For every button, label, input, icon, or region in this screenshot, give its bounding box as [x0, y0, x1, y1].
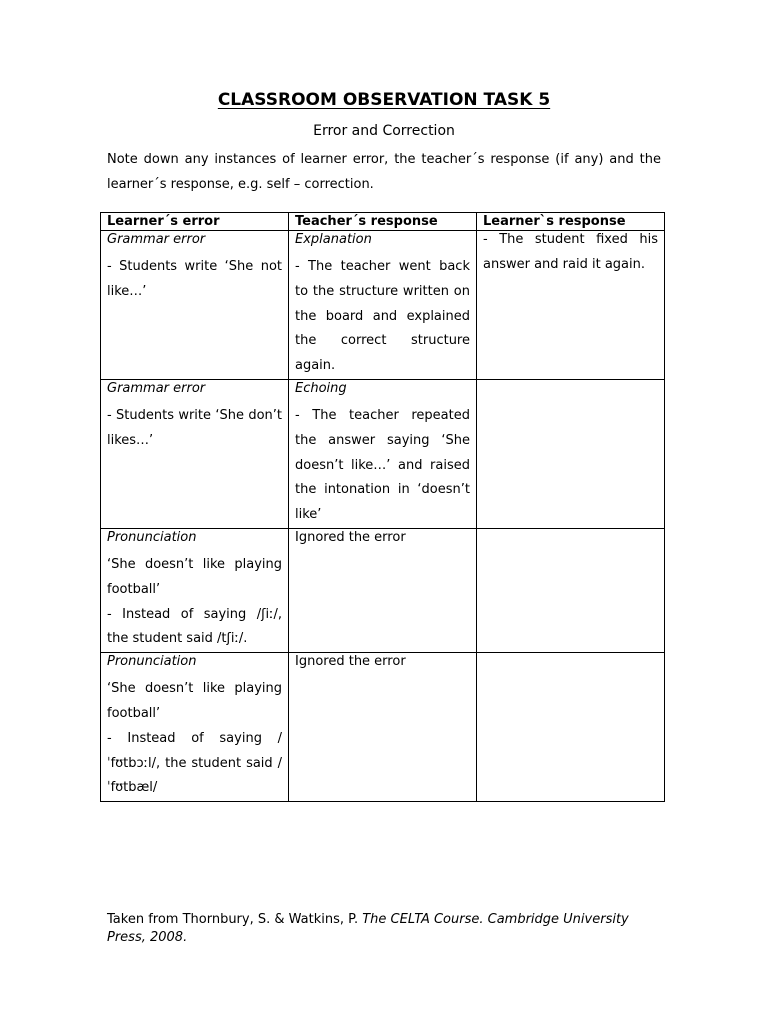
error-description: - Students write ‘She not like…’ — [107, 259, 282, 299]
observation-table — [100, 212, 665, 802]
learner-response-description: - The student fixed his answer and raid it again. — [483, 232, 658, 272]
learner-response-cell — [477, 653, 665, 802]
citation-authors: Taken from Thornbury, S. & Watkins, P. — [107, 912, 363, 927]
error-category: Grammar error — [107, 232, 206, 247]
learner-error-cell — [101, 379, 289, 528]
table-row — [101, 653, 665, 802]
learner-error-cell — [101, 528, 289, 652]
table-row — [101, 231, 665, 380]
teacher-response-type: Ignored the error — [295, 529, 406, 545]
teacher-response-cell — [289, 379, 477, 528]
error-description: - Students write ‘She don’t likes…’ — [107, 407, 282, 448]
table-row — [101, 528, 665, 652]
header-teachers-response: Teacher´s response — [289, 213, 477, 231]
teacher-response-description: - The teacher repeated the answer saying ‘She doesn’t like…’ and raised the intonation in ‘doesn’t like’ — [295, 407, 470, 523]
teacher-response-type: Echoing — [295, 380, 347, 396]
error-description: - Instead of saying /ʃiː/, the student said /tʃiː/. — [107, 606, 282, 647]
learner-response-cell — [477, 231, 665, 380]
learner-error-cell — [101, 653, 289, 802]
header-learners-response: Learner`s response — [477, 213, 665, 231]
error-example-sentence: ‘She doesn’t like playing football’ — [107, 556, 282, 597]
teacher-response-cell — [289, 528, 477, 652]
teacher-response-type: Explanation — [295, 232, 372, 247]
teacher-response-type: Ignored the error — [295, 654, 406, 670]
page-title: CLASSROOM OBSERVATION TASK 5 — [217, 90, 551, 110]
learner-response-cell — [477, 528, 665, 652]
error-example-sentence: ‘She doesn’t like playing football’ — [107, 681, 282, 721]
citation-title: The CELTA Course. Cambridge University Press, 2008. — [107, 912, 629, 945]
learner-response-cell — [477, 379, 665, 528]
learner-error-cell — [101, 231, 289, 380]
source-citation — [107, 911, 667, 947]
teacher-response-cell — [289, 653, 477, 802]
error-category: Pronunciation — [107, 529, 197, 545]
instructions-text: Note down any instances of learner error, the teacher´s response (if any) and the learner´s response, e.g. self – correction. — [107, 152, 661, 192]
error-category: Grammar error — [107, 380, 206, 396]
teacher-response-cell — [289, 231, 477, 380]
page-subtitle: Error and Correction — [313, 123, 455, 139]
teacher-response-description: - The teacher went back to the structure written on the board and explained the correct structure again. — [295, 259, 470, 374]
error-description: - Instead of saying /ˈfʊtbɔːl/, the student said /ˈfʊtbæl/ — [107, 730, 282, 796]
error-category: Pronunciation — [107, 654, 197, 670]
table-row — [101, 379, 665, 528]
header-learners-error: Learner´s error — [101, 213, 289, 231]
